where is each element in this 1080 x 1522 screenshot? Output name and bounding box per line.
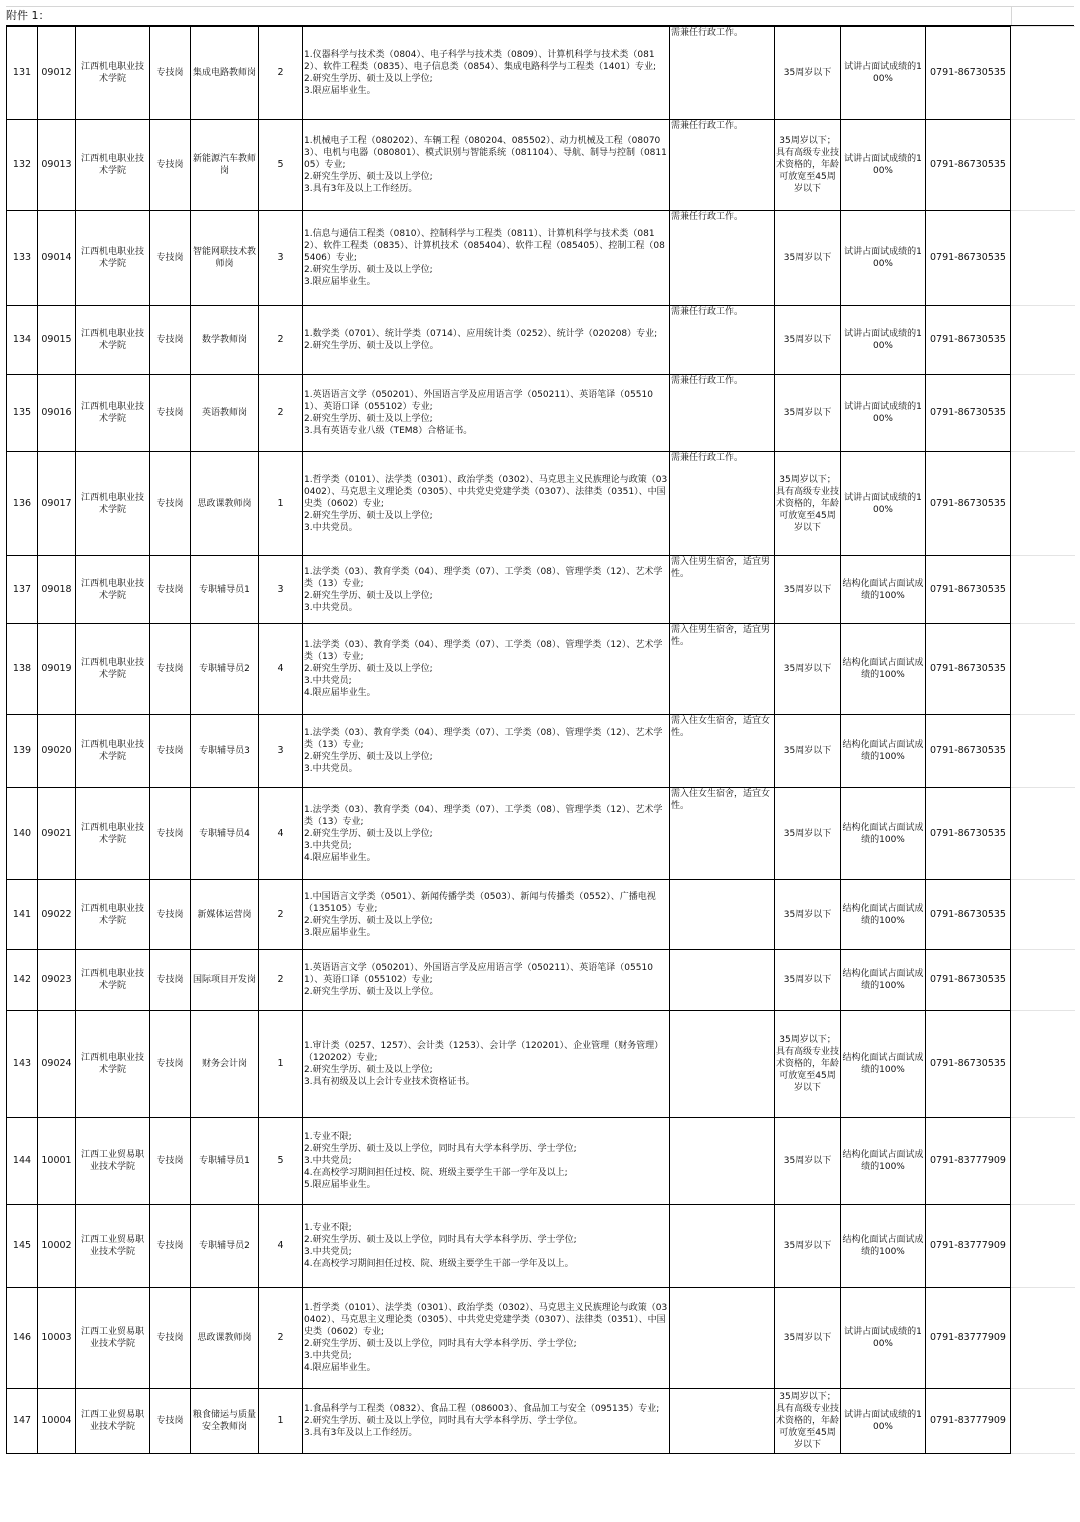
post-name-cell: 数学教师岗	[191, 306, 259, 375]
exam-cell: 试讲占面试成绩的100%	[841, 27, 926, 120]
phone-cell: 0791-86730535	[926, 211, 1011, 306]
table-row	[7, 556, 1075, 624]
count-cell: 2	[259, 950, 303, 1011]
post-code-cell: 09018	[38, 556, 76, 624]
post-name-cell: 专职辅导员3	[191, 715, 259, 788]
post-name-cell: 财务会计岗	[191, 1011, 259, 1118]
requirements-cell: 1.法学类（03）、教育学类（04）、理学类（07）、工学类（08）、管理学类（12）、艺术学类（13）专业; 2.研究生学历、硕士及以上学位; 3.中共党员; 4.限应届毕业生。	[303, 788, 670, 880]
seq-cell: 143	[7, 1011, 38, 1118]
post-code-cell: 09019	[38, 624, 76, 715]
empty-grid-cell	[1011, 556, 1075, 624]
exam-cell: 试讲占面试成绩的100%	[841, 120, 926, 211]
post-code-cell: 09016	[38, 375, 76, 452]
table-row	[7, 120, 1075, 211]
count-cell: 2	[259, 27, 303, 120]
unit-cell: 江西机电职业技术学院	[76, 211, 150, 306]
post-type-cell: 专技岗	[150, 1205, 191, 1288]
phone-cell: 0791-86730535	[926, 1011, 1011, 1118]
table-row	[7, 950, 1075, 1011]
exam-cell: 试讲占面试成绩的100%	[841, 1288, 926, 1389]
post-code-cell: 09012	[38, 27, 76, 120]
table-row	[7, 1288, 1075, 1389]
age-cell: 35周岁以下	[775, 306, 841, 375]
phone-cell: 0791-86730535	[926, 452, 1011, 556]
age-cell: 35周岁以下	[775, 1205, 841, 1288]
post-name-cell: 思政课教师岗	[191, 1288, 259, 1389]
seq-cell: 138	[7, 624, 38, 715]
unit-cell: 江西机电职业技术学院	[76, 27, 150, 120]
requirements-cell: 1.哲学类（0101）、法学类（0301）、政治学类（0302）、马克思主义民族理论与政策（030402）、马克思主义理论类（0305）、中共党史党建学类（0307）、法律类（0351）、中国史类（0602）专业; 2.研究生学历、硕士及以上学位，同时具有大学本科学历、学士学位; 3.中共党员; 4.限应届毕业生。	[303, 1288, 670, 1389]
unit-cell: 江西机电职业技术学院	[76, 715, 150, 788]
count-cell: 3	[259, 211, 303, 306]
requirements-cell: 1.食品科学与工程类（0832）、食品工程（086003）、食品加工与安全（095135）专业; 2.研究生学历、硕士及以上学位，同时具有大学本科学历、学士学位。 3.具有3年及以上工作经历。	[303, 1389, 670, 1454]
table-row	[7, 715, 1075, 788]
post-name-cell: 专职辅导员2	[191, 624, 259, 715]
exam-cell: 试讲占面试成绩的100%	[841, 211, 926, 306]
phone-cell: 0791-83777909	[926, 1205, 1011, 1288]
post-code-cell: 09017	[38, 452, 76, 556]
phone-cell: 0791-83777909	[926, 1118, 1011, 1205]
note-cell	[670, 950, 775, 1011]
seq-cell: 145	[7, 1205, 38, 1288]
unit-cell: 江西机电职业技术学院	[76, 624, 150, 715]
age-cell: 35周岁以下；具有高级专业技术资格的，年龄可放宽至45周岁以下	[775, 1389, 841, 1454]
exam-cell: 结构化面试占面试成绩的100%	[841, 715, 926, 788]
post-type-cell: 专技岗	[150, 880, 191, 950]
count-cell: 2	[259, 880, 303, 950]
note-cell: 需入住男生宿舍，适宜男性。	[670, 624, 775, 715]
age-cell: 35周岁以下	[775, 880, 841, 950]
post-name-cell: 智能网联技术教师岗	[191, 211, 259, 306]
table-row	[7, 306, 1075, 375]
note-cell: 需兼任行政工作。	[670, 211, 775, 306]
requirements-cell: 1.英语语言文学（050201）、外国语言学及应用语言学（050211）、英语笔译（055101）、英语口译（055102）专业; 2.研究生学历、硕士及以上学位; 3.具有英语专业八级（TEM8）合格证书。	[303, 375, 670, 452]
seq-cell: 133	[7, 211, 38, 306]
requirements-cell: 1.法学类（03）、教育学类（04）、理学类（07）、工学类（08）、管理学类（12）、艺术学类（13）专业; 2.研究生学历、硕士及以上学位; 3.中共党员; 4.限应届毕业生。	[303, 624, 670, 715]
requirements-cell: 1.审计类（0257、1257）、会计类（1253）、会计学（120201）、企业管理（财务管理）（120202）专业; 2.研究生学历、硕士及以上学位; 3.具有初级及以上会计专业技术资格证书。	[303, 1011, 670, 1118]
table-row	[7, 211, 1075, 306]
phone-cell: 0791-86730535	[926, 306, 1011, 375]
exam-cell: 结构化面试占面试成绩的100%	[841, 880, 926, 950]
exam-cell: 结构化面试占面试成绩的100%	[841, 950, 926, 1011]
seq-cell: 137	[7, 556, 38, 624]
recruitment-table	[6, 26, 1075, 1454]
post-code-cell: 09024	[38, 1011, 76, 1118]
seq-cell: 144	[7, 1118, 38, 1205]
phone-cell: 0791-86730535	[926, 120, 1011, 211]
note-cell	[670, 1118, 775, 1205]
seq-cell: 136	[7, 452, 38, 556]
table-row	[7, 880, 1075, 950]
phone-cell: 0791-86730535	[926, 27, 1011, 120]
exam-cell: 试讲占面试成绩的100%	[841, 306, 926, 375]
unit-cell: 江西工业贸易职业技术学院	[76, 1118, 150, 1205]
unit-cell: 江西机电职业技术学院	[76, 788, 150, 880]
unit-cell: 江西机电职业技术学院	[76, 375, 150, 452]
requirements-cell: 1.法学类（03）、教育学类（04）、理学类（07）、工学类（08）、管理学类（12）、艺术学类（13）专业; 2.研究生学历、硕士及以上学位; 3.中共党员。	[303, 556, 670, 624]
post-name-cell: 思政课教师岗	[191, 452, 259, 556]
post-type-cell: 专技岗	[150, 452, 191, 556]
age-cell: 35周岁以下	[775, 1118, 841, 1205]
empty-grid-cell	[1011, 715, 1075, 788]
post-name-cell: 专职辅导员1	[191, 556, 259, 624]
post-name-cell: 国际项目开发岗	[191, 950, 259, 1011]
table-row	[7, 624, 1075, 715]
post-name-cell: 专职辅导员2	[191, 1205, 259, 1288]
unit-cell: 江西机电职业技术学院	[76, 556, 150, 624]
count-cell: 2	[259, 1288, 303, 1389]
exam-cell: 试讲占面试成绩的100%	[841, 1389, 926, 1454]
post-type-cell: 专技岗	[150, 1011, 191, 1118]
empty-grid-cell	[1011, 624, 1075, 715]
empty-grid-cell	[1011, 880, 1075, 950]
unit-cell: 江西机电职业技术学院	[76, 880, 150, 950]
table-row	[7, 375, 1075, 452]
requirements-cell: 1.英语语言文学（050201）、外国语言学及应用语言学（050211）、英语笔译（055101）、英语口译（055102）专业; 2.研究生学历、硕士及以上学位。	[303, 950, 670, 1011]
unit-cell: 江西机电职业技术学院	[76, 452, 150, 556]
age-cell: 35周岁以下	[775, 788, 841, 880]
post-type-cell: 专技岗	[150, 950, 191, 1011]
age-cell: 35周岁以下；具有高级专业技术资格的，年龄可放宽至45周岁以下	[775, 120, 841, 211]
count-cell: 1	[259, 452, 303, 556]
seq-cell: 142	[7, 950, 38, 1011]
seq-cell: 146	[7, 1288, 38, 1389]
attachment-title: 附件 1：	[6, 9, 50, 22]
seq-cell: 139	[7, 715, 38, 788]
age-cell: 35周岁以下	[775, 1288, 841, 1389]
age-cell: 35周岁以下	[775, 211, 841, 306]
unit-cell: 江西机电职业技术学院	[76, 1011, 150, 1118]
note-cell	[670, 1205, 775, 1288]
note-cell: 需兼任行政工作。	[670, 452, 775, 556]
exam-cell: 试讲占面试成绩的100%	[841, 452, 926, 556]
count-cell: 5	[259, 1118, 303, 1205]
phone-cell: 0791-86730535	[926, 788, 1011, 880]
count-cell: 3	[259, 556, 303, 624]
empty-grid-cell	[1011, 375, 1075, 452]
post-code-cell: 10004	[38, 1389, 76, 1454]
age-cell: 35周岁以下；具有高级专业技术资格的，年龄可放宽至45周岁以下	[775, 1011, 841, 1118]
table-row	[7, 1205, 1075, 1288]
note-cell: 需兼任行政工作。	[670, 306, 775, 375]
empty-grid-cell	[1011, 950, 1075, 1011]
phone-cell: 0791-86730535	[926, 715, 1011, 788]
post-code-cell: 09015	[38, 306, 76, 375]
age-cell: 35周岁以下；具有高级专业技术资格的，年龄可放宽至45周岁以下	[775, 452, 841, 556]
exam-cell: 结构化面试占面试成绩的100%	[841, 1011, 926, 1118]
count-cell: 2	[259, 375, 303, 452]
age-cell: 35周岁以下	[775, 27, 841, 120]
unit-cell: 江西工业贸易职业技术学院	[76, 1205, 150, 1288]
empty-grid-cell	[1011, 788, 1075, 880]
count-cell: 5	[259, 120, 303, 211]
count-cell: 4	[259, 788, 303, 880]
post-code-cell: 10002	[38, 1205, 76, 1288]
empty-grid-cell	[1011, 452, 1075, 556]
post-name-cell: 英语教师岗	[191, 375, 259, 452]
requirements-cell: 1.信息与通信工程类（0810）、控制科学与工程类（0811）、计算机科学与技术类（0812）、软件工程类（0835）、计算机技术（085404）、软件工程（085405）、控制工程（085406）专业; 2.研究生学历、硕士及以上学位; 3.限应届毕业生。	[303, 211, 670, 306]
age-cell: 35周岁以下	[775, 950, 841, 1011]
post-code-cell: 09020	[38, 715, 76, 788]
post-type-cell: 专技岗	[150, 556, 191, 624]
note-cell	[670, 1288, 775, 1389]
empty-grid-cell	[1011, 120, 1075, 211]
phone-cell: 0791-86730535	[926, 556, 1011, 624]
unit-cell: 江西机电职业技术学院	[76, 306, 150, 375]
age-cell: 35周岁以下	[775, 624, 841, 715]
requirements-cell: 1.仪器科学与技术类（0804）、电子科学与技术类（0809）、计算机科学与技术类（0812）、软件工程类（0835）、电子信息类（0854）、集成电路科学与工程类（1401）专业; 2.研究生学历、硕士及以上学位; 3.限应届毕业生。	[303, 27, 670, 120]
seq-cell: 140	[7, 788, 38, 880]
post-type-cell: 专技岗	[150, 1118, 191, 1205]
table-row	[7, 1118, 1075, 1205]
post-type-cell: 专技岗	[150, 211, 191, 306]
post-code-cell: 10003	[38, 1288, 76, 1389]
seq-cell: 147	[7, 1389, 38, 1454]
empty-grid-cell	[1011, 1118, 1075, 1205]
note-cell: 需入住女生宿舍，适宜女性。	[670, 715, 775, 788]
empty-grid-cell	[1011, 1288, 1075, 1389]
exam-cell: 结构化面试占面试成绩的100%	[841, 624, 926, 715]
phone-cell: 0791-83777909	[926, 1389, 1011, 1454]
seq-cell: 134	[7, 306, 38, 375]
table-row	[7, 1011, 1075, 1118]
exam-cell: 结构化面试占面试成绩的100%	[841, 1205, 926, 1288]
empty-grid-cell	[1011, 1389, 1075, 1454]
post-type-cell: 专技岗	[150, 306, 191, 375]
exam-cell: 结构化面试占面试成绩的100%	[841, 556, 926, 624]
post-code-cell: 10001	[38, 1118, 76, 1205]
post-type-cell: 专技岗	[150, 1389, 191, 1454]
table-row	[7, 1389, 1075, 1454]
unit-cell: 江西工业贸易职业技术学院	[76, 1389, 150, 1454]
post-code-cell: 09023	[38, 950, 76, 1011]
requirements-cell: 1.机械电子工程（080202）、车辆工程（080204、085502）、动力机械及工程（080703）、电机与电器（080801）、模式识别与智能系统（081104）、导航、制导与控制（081105）专业; 2.研究生学历、硕士及以上学位; 3.具有3年及以上工作经历。	[303, 120, 670, 211]
empty-grid-cell	[1011, 211, 1075, 306]
post-name-cell: 专职辅导员4	[191, 788, 259, 880]
post-type-cell: 专技岗	[150, 27, 191, 120]
empty-grid-cell	[1011, 1011, 1075, 1118]
post-code-cell: 09021	[38, 788, 76, 880]
post-name-cell: 新媒体运营岗	[191, 880, 259, 950]
post-type-cell: 专技岗	[150, 715, 191, 788]
empty-grid-cell	[1011, 27, 1075, 120]
post-type-cell: 专技岗	[150, 1288, 191, 1389]
empty-grid-cell	[1011, 306, 1075, 375]
spreadsheet	[6, 6, 1074, 1454]
empty-grid-cell	[1011, 1205, 1075, 1288]
count-cell: 4	[259, 1205, 303, 1288]
requirements-cell: 1.中国语言文学类（0501）、新闻传播学类（0503）、新闻与传播类（0552）、广播电视（135105）专业; 2.研究生学历、硕士及以上学位; 3.限应届毕业生。	[303, 880, 670, 950]
phone-cell: 0791-86730535	[926, 375, 1011, 452]
table-row	[7, 452, 1075, 556]
note-cell: 需入住男生宿舍，适宜男性。	[670, 556, 775, 624]
count-cell: 4	[259, 624, 303, 715]
attachment-title-row	[6, 6, 1074, 26]
count-cell: 1	[259, 1389, 303, 1454]
phone-cell: 0791-83777909	[926, 1288, 1011, 1389]
requirements-cell: 1.专业不限; 2.研究生学历、硕士及以上学位，同时具有大学本科学历、学士学位; 3.中共党员; 4.在高校学习期间担任过校、院、班级主要学生干部一学年及以上; 5.限应届毕业生。	[303, 1118, 670, 1205]
post-type-cell: 专技岗	[150, 375, 191, 452]
post-code-cell: 09013	[38, 120, 76, 211]
post-type-cell: 专技岗	[150, 788, 191, 880]
note-cell	[670, 1011, 775, 1118]
table-row	[7, 788, 1075, 880]
note-cell	[670, 880, 775, 950]
phone-cell: 0791-86730535	[926, 624, 1011, 715]
phone-cell: 0791-86730535	[926, 880, 1011, 950]
age-cell: 35周岁以下	[775, 715, 841, 788]
unit-cell: 江西机电职业技术学院	[76, 950, 150, 1011]
requirements-cell: 1.专业不限; 2.研究生学历、硕士及以上学位，同时具有大学本科学历、学士学位; 3.中共党员; 4.在高校学习期间担任过校、院、班级主要学生干部一学年及以上。	[303, 1205, 670, 1288]
note-cell: 需兼任行政工作。	[670, 27, 775, 120]
count-cell: 3	[259, 715, 303, 788]
seq-cell: 131	[7, 27, 38, 120]
post-name-cell: 粮食储运与质量安全教师岗	[191, 1389, 259, 1454]
requirements-cell: 1.哲学类（0101）、法学类（0301）、政治学类（0302）、马克思主义民族理论与政策（030402）、马克思主义理论类（0305）、中共党史党建学类（0307）、法律类（0351）、中国史类（0602）专业; 2.研究生学历、硕士及以上学位; 3.中共党员。	[303, 452, 670, 556]
exam-cell: 结构化面试占面试成绩的100%	[841, 788, 926, 880]
exam-cell: 结构化面试占面试成绩的100%	[841, 1118, 926, 1205]
age-cell: 35周岁以下	[775, 556, 841, 624]
seq-cell: 141	[7, 880, 38, 950]
note-cell: 需兼任行政工作。	[670, 375, 775, 452]
post-name-cell: 集成电路教师岗	[191, 27, 259, 120]
note-cell	[670, 1389, 775, 1454]
count-cell: 2	[259, 306, 303, 375]
count-cell: 1	[259, 1011, 303, 1118]
post-name-cell: 专职辅导员1	[191, 1118, 259, 1205]
post-name-cell: 新能源汽车教师岗	[191, 120, 259, 211]
seq-cell: 135	[7, 375, 38, 452]
unit-cell: 江西工业贸易职业技术学院	[76, 1288, 150, 1389]
age-cell: 35周岁以下	[775, 375, 841, 452]
phone-cell: 0791-86730535	[926, 950, 1011, 1011]
requirements-cell: 1.法学类（03）、教育学类（04）、理学类（07）、工学类（08）、管理学类（12）、艺术学类（13）专业; 2.研究生学历、硕士及以上学位; 3.中共党员。	[303, 715, 670, 788]
note-cell: 需兼任行政工作。	[670, 120, 775, 211]
exam-cell: 试讲占面试成绩的100%	[841, 375, 926, 452]
unit-cell: 江西机电职业技术学院	[76, 120, 150, 211]
note-cell: 需入住女生宿舍，适宜女性。	[670, 788, 775, 880]
requirements-cell: 1.数学类（0701）、统计学类（0714）、应用统计类（0252）、统计学（020208）专业; 2.研究生学历、硕士及以上学位。	[303, 306, 670, 375]
post-type-cell: 专技岗	[150, 120, 191, 211]
post-code-cell: 09022	[38, 880, 76, 950]
seq-cell: 132	[7, 120, 38, 211]
post-code-cell: 09014	[38, 211, 76, 306]
table-row	[7, 27, 1075, 120]
post-type-cell: 专技岗	[150, 624, 191, 715]
